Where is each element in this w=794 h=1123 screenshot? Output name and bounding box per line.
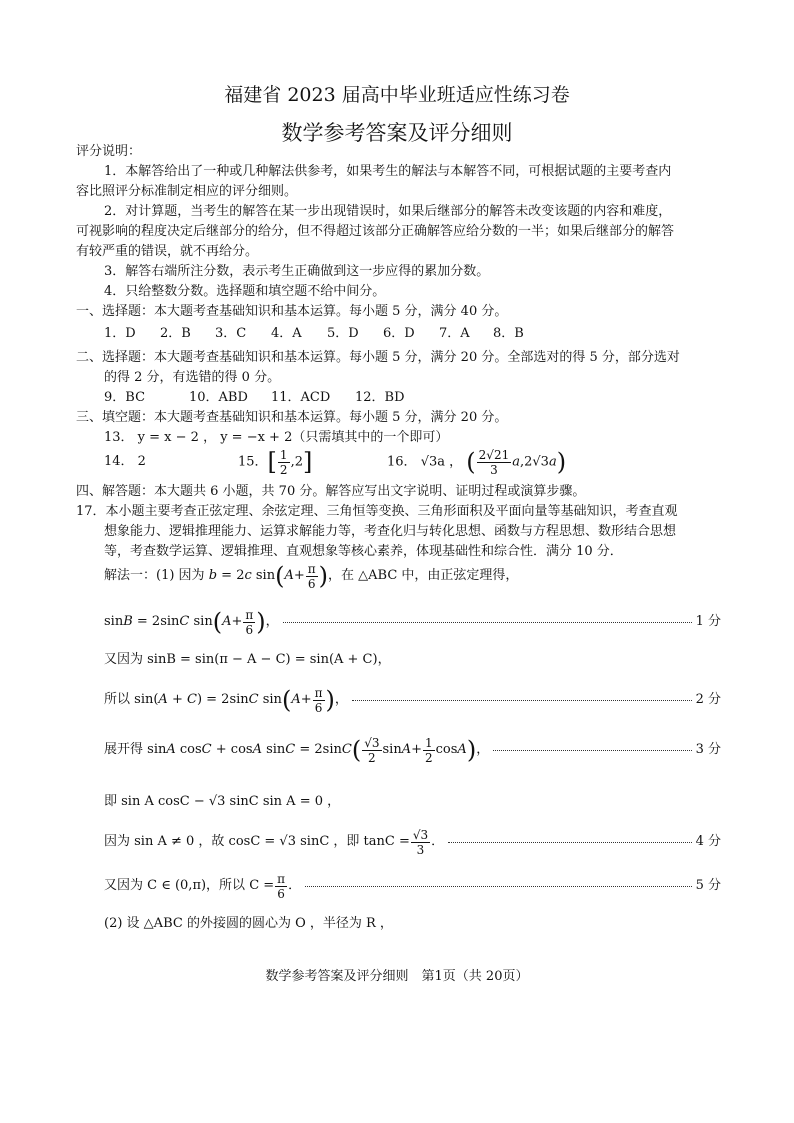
section-3-heading: 三、填空题：本大题考查基础知识和基本运算。每小题 5 分，满分 20 分。	[76, 410, 508, 425]
note-2-line-1: 2．对计算题，当考生的解答在某一步出现错误时，如果后继部分的解答未改变该题的内容和难度，	[104, 204, 672, 219]
note-1-line-1: 1．本解答给出了一种或几种解法供参考，如果考生的解法与本解答不同，可根据试题的主要考查内	[104, 164, 672, 179]
solution-step-8: (2) 设 △ABC 的外接圆的圆心为 O ，半径为 R ，	[104, 916, 393, 931]
note-4: 4．只给整数分数。选择题和填空题不给中间分。	[104, 284, 386, 299]
answer-5: 5．D	[327, 326, 359, 341]
answer-16-label: 16．	[387, 454, 417, 470]
section-2-heading-line-2: 的得 2 分，有选错的得 0 分。	[104, 370, 281, 385]
answer-16: 16． √3a ， ( $\frac{2√21}{3}$ a,2√3a)	[387, 447, 567, 477]
answer-4: 4．A	[271, 326, 302, 341]
solution-step-1: sinB = 2sinC sin ( A + $\frac{\pi}{6}$ ) ， 1 分	[104, 607, 721, 637]
solution-step-0: 解法一：(1) 因为 b = 2c sin ( A + $\frac{\pi}{6}$ ) ，在 △ABC 中，由正弦定理得，	[104, 561, 519, 591]
section-4-heading: 四、解答题：本大题共 6 小题，共 70 分。解答应写出文字说明、证明过程或演算步骤。	[76, 484, 586, 499]
answer-11: 11．ACD	[271, 390, 331, 405]
answer-15: 15．[ $\frac{1}{2}$ ,2]	[238, 447, 313, 477]
solution-step-6: 因为 sin A ≠ 0 ，故 cosC = √3 sinC ，即 tanC = $\frac{√3}{3}$ ． 4 分	[104, 827, 721, 857]
exam-title: 福建省 2023 届高中毕业班适应性练习卷	[224, 84, 570, 106]
answer-12: 12．BD	[355, 390, 405, 405]
notes-heading: 评分说明：	[76, 144, 142, 159]
score-5: 5 分	[695, 878, 721, 893]
answer-2: 2．B	[160, 326, 191, 341]
question-17-line-1: 17．本小题主要考查正弦定理、余弦定理、三角恒等变换、三角形面积及平面向量等基础知识，考查直观	[76, 504, 678, 519]
solution-step-7: 又因为 C ∈ (0,π)，所以 C = $\frac{\pi}{6}$ ． 5 分	[104, 871, 721, 901]
page-footer: 数学参考答案及评分细则 第1页（共 20页）	[265, 969, 529, 984]
note-2-line-2: 可视影响的程度决定后继部分的给分，但不得超过该部分正确解答应给分数的一半；如果后继部分的解答	[76, 224, 675, 239]
note-2-line-3: 有较严重的错误，就不再给分。	[76, 244, 259, 259]
score-2: 2 分	[695, 692, 721, 707]
section-2-heading-line-1: 二、选择题：本大题考查基础知识和基本运算。每小题 5 分，满分 20 分。全部选对的得 5 分，部分选对	[76, 350, 680, 365]
answer-8: 8．B	[493, 326, 524, 341]
solution-step-5: 即 sin A cosC − √3 sinC sin A = 0 ，	[104, 794, 341, 809]
note-3: 3．解答右端所注分数，表示考生正确做到这一步应得的累加分数。	[104, 264, 490, 279]
answer-14: 14． 2	[104, 454, 146, 469]
section-1-heading: 一、选择题：本大题考查基础知识和基本运算。每小题 5 分，满分 40 分。	[76, 304, 508, 319]
score-3: 3 分	[695, 742, 721, 757]
solution-step-4: 展开得 sinA cosC + cosA sinC = 2sinC ( $\frac{√3}{2}$ sin A + $\frac{1}{2}$ cos A ) ， 3 分	[104, 735, 721, 765]
answer-7: 7．A	[439, 326, 470, 341]
answer-1: 1．D	[104, 326, 136, 341]
answer-10: 10．ABD	[189, 390, 248, 405]
score-1: 1 分	[695, 614, 721, 629]
score-4: 4 分	[695, 834, 721, 849]
question-17-line-3: 等，考查数学运算、逻辑推理、直观想象等核心素养，体现基础性和综合性．满分 10 分．	[104, 544, 623, 559]
document-subtitle: 数学参考答案及评分细则	[281, 121, 513, 145]
answer-9: 9．BC	[104, 390, 146, 405]
solution-step-2: 又因为 sinB = sin(π − A − C) = sin(A + C)，	[104, 652, 391, 667]
question-17-line-2: 想象能力、逻辑推理能力、运算求解能力等，考查化归与转化思想、函数与方程思想、数形结合思想	[104, 524, 677, 539]
answer-15-label: 15．	[238, 454, 268, 470]
answer-16-part-1: √3a ，	[420, 454, 463, 470]
note-1-line-2: 容比照评分标准制定相应的评分细则。	[76, 184, 298, 199]
answer-3: 3．C	[215, 326, 247, 341]
answer-13: 13． y = x − 2 ， y = −x + 2（只需填其中的一个即可）	[104, 430, 449, 445]
answer-6: 6．D	[383, 326, 415, 341]
solution-step-3: 所以 sin(A + C) = 2sinC sin ( A + $\frac{\pi}{6}$ ) ， 2 分	[104, 685, 721, 715]
